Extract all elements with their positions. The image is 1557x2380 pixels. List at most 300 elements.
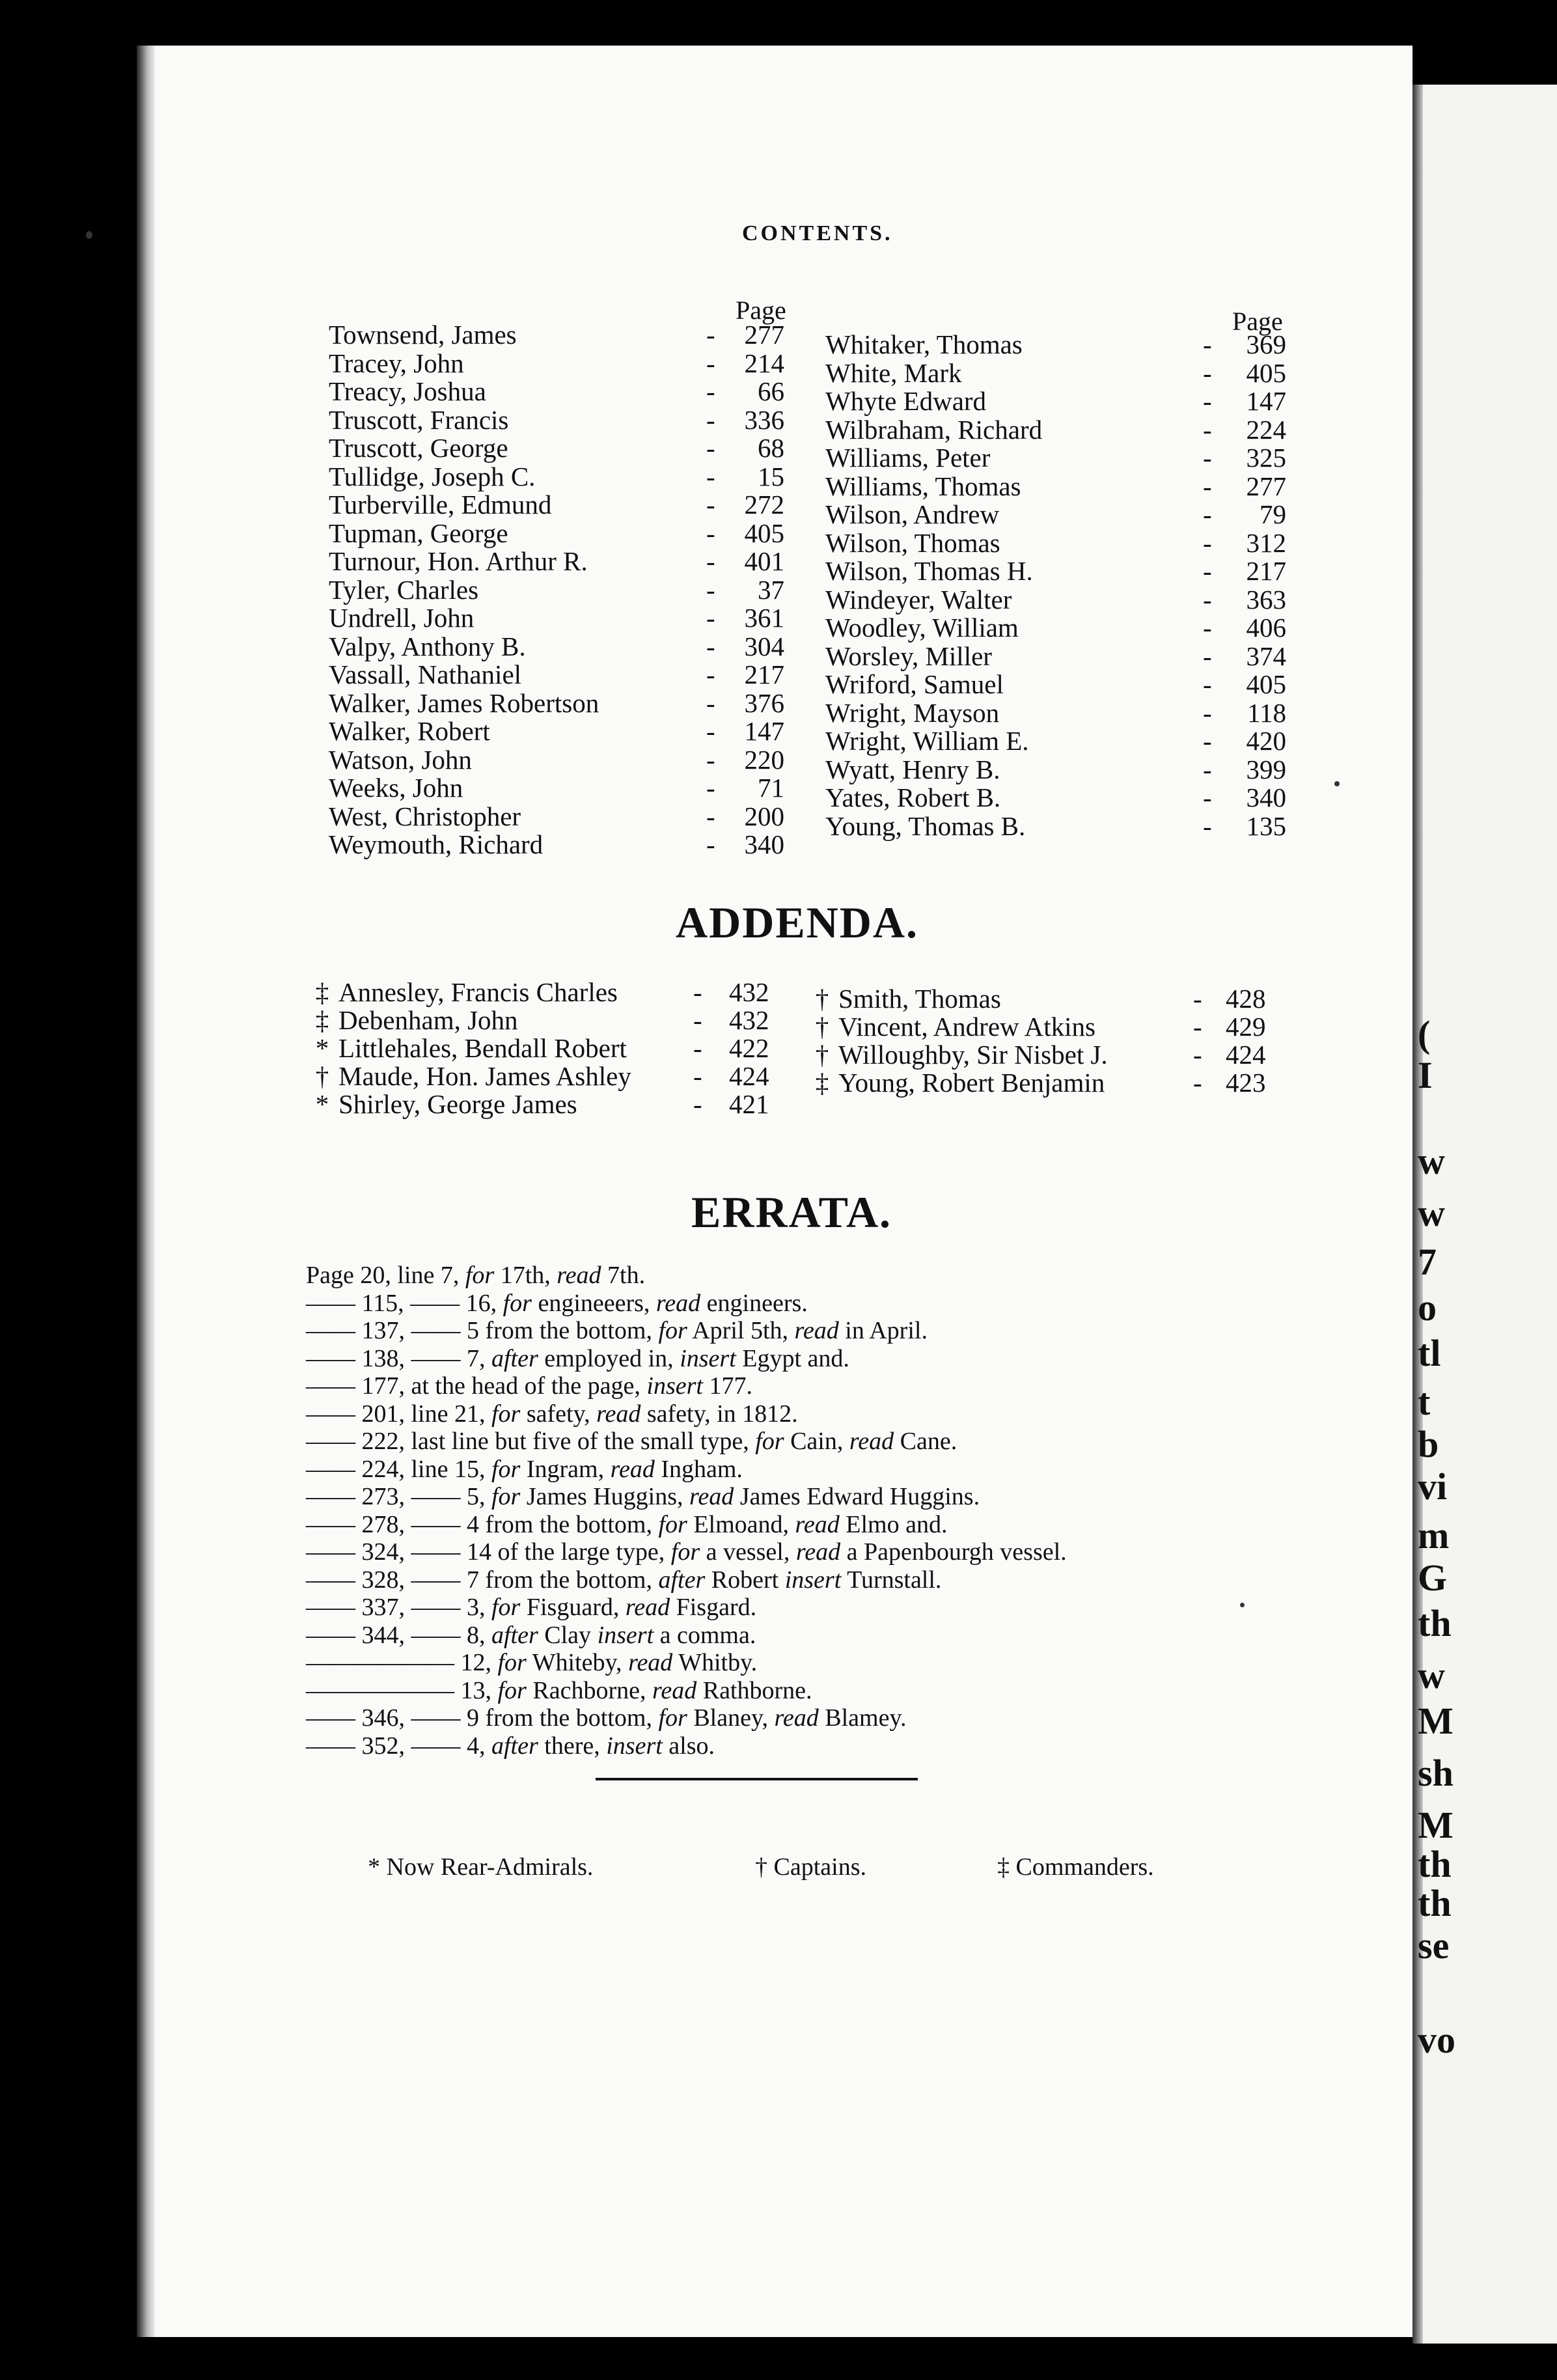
entry-name: Young, Robert Benjamin (838, 1068, 1105, 1098)
errata-action: read (795, 1538, 841, 1566)
entry-name: Weeks, John (329, 773, 463, 803)
contents-entry (329, 717, 797, 746)
errata-correction: also. (662, 1732, 715, 1760)
page-gutter (137, 46, 155, 2337)
contents-entry (329, 831, 797, 859)
contents-entry (825, 699, 1285, 728)
leader-dash: - (1203, 726, 1212, 756)
contents-entry (825, 359, 1285, 388)
adjacent-page-fragment: b (1418, 1423, 1439, 1465)
leader-dash: - (1193, 1040, 1202, 1070)
contents-entry (825, 671, 1285, 699)
adjacent-page-fragment: ( (1418, 1013, 1431, 1055)
rank-mark: † (815, 984, 829, 1014)
entry-name: Tracey, John (329, 348, 464, 378)
entry-page: 217 (744, 659, 784, 689)
leader-dash: - (706, 404, 715, 435)
contents-entry (329, 746, 797, 775)
footnote-captains: † Captains. (755, 1853, 866, 1881)
adjacent-page-fragment: m (1418, 1514, 1450, 1557)
contents-entry (329, 491, 797, 519)
rank-mark: * (315, 1089, 329, 1119)
errata-original: Elmoand, (687, 1510, 795, 1538)
entry-page: 336 (744, 404, 784, 435)
entry-page: 147 (744, 716, 784, 746)
errata-line (306, 1511, 1067, 1539)
errata-original: 177. (702, 1372, 752, 1400)
entry-name: Wyatt, Henry B. (825, 754, 1000, 784)
leader-dash: - (1203, 527, 1212, 558)
entry-page: 428 (1226, 984, 1266, 1014)
entry-page: 424 (1226, 1040, 1266, 1070)
entry-name: Walker, James Robertson (329, 687, 599, 718)
entry-name: Debenham, John (338, 1005, 518, 1035)
errata-correction: safety, in 1812. (641, 1400, 798, 1428)
errata-action: insert (597, 1621, 654, 1649)
errata-correction: a Papenbourgh vessel. (840, 1538, 1067, 1566)
adjacent-page-fragment: M (1418, 1804, 1454, 1846)
errata-correction: a comma. (654, 1621, 756, 1649)
contents-entry (329, 803, 797, 831)
entry-name: Townsend, James (329, 320, 517, 350)
adjacent-page-fragment: tl (1418, 1332, 1441, 1374)
errata-correction: Cane. (894, 1428, 958, 1455)
adjacent-page-fragment: se (1418, 1924, 1450, 1967)
entry-name: Truscott, Francis (329, 404, 509, 435)
entry-name: Young, Thomas B. (825, 810, 1026, 841)
errata-correction: Rathborne. (696, 1676, 812, 1704)
errata-location: Page 20, line 7, (306, 1262, 465, 1289)
errata-original: 17th, (494, 1262, 557, 1289)
contents-entry (825, 501, 1285, 529)
leader-dash: - (706, 829, 715, 859)
entry-name: Wriford, Samuel (825, 669, 1004, 699)
errata-original: there, (538, 1732, 607, 1760)
addenda-entry (309, 1006, 778, 1034)
leader-dash: - (1193, 1068, 1202, 1098)
entry-name: West, Christopher (329, 801, 521, 831)
entry-name: Willoughby, Sir Nisbet J. (838, 1040, 1108, 1070)
addenda-entry (309, 978, 778, 1006)
entry-page: 376 (744, 687, 784, 718)
errata-line (306, 1538, 1067, 1566)
leader-dash: - (706, 518, 715, 548)
entry-page: 399 (1246, 754, 1286, 784)
errata-action: after (491, 1344, 538, 1372)
errata-action: for (670, 1538, 700, 1566)
contents-entry (329, 463, 797, 491)
errata-line (306, 1428, 1067, 1456)
errata-line (306, 1317, 1067, 1345)
leader-dash: - (1203, 810, 1212, 841)
rank-mark: † (815, 1040, 829, 1070)
contents-entry (329, 321, 797, 350)
errata-line (306, 1262, 1067, 1290)
contents-entry (825, 387, 1285, 416)
addenda-entry (809, 1041, 1275, 1069)
contents-entry (825, 331, 1285, 359)
errata-action: for (658, 1317, 687, 1344)
leader-dash: - (1203, 613, 1212, 643)
errata-action: read (625, 1594, 670, 1621)
rank-mark: ‡ (815, 1068, 829, 1098)
footnote-commanders: ‡ Commanders. (997, 1853, 1154, 1881)
adjacent-page-fragment: th (1418, 1882, 1452, 1924)
errata-original: Ingram, (520, 1455, 611, 1483)
entry-name: Wilson, Thomas H. (825, 556, 1033, 586)
errata-title: ERRATA. (691, 1187, 892, 1237)
entry-page: 312 (1246, 527, 1286, 558)
adjacent-page-fragment: w (1418, 1140, 1445, 1182)
errata-location: —— 137, —— 5 from the bottom, (306, 1317, 659, 1344)
addenda-left-column (309, 978, 778, 1118)
entry-name: Smith, Thomas (838, 984, 1001, 1014)
errata-location: —— 224, line 15, (306, 1455, 491, 1483)
entry-page: 15 (758, 461, 784, 491)
errata-action: for (491, 1483, 521, 1510)
errata-action: read (689, 1483, 734, 1510)
errata-location: —————— 12, (306, 1649, 498, 1676)
contents-entry (825, 643, 1285, 671)
ink-speck (1240, 1603, 1245, 1607)
entry-name: Wilson, Andrew (825, 499, 1000, 529)
errata-location: —— 324, —— 14 of the large type, (306, 1538, 671, 1566)
entry-page: 405 (1246, 357, 1286, 388)
errata-action: read (557, 1262, 601, 1289)
entry-name: Shirley, George James (338, 1089, 577, 1119)
entry-page: 374 (1246, 641, 1286, 671)
page-header: CONTENTS. (742, 221, 893, 245)
adjacent-page-fragment: vo (1418, 2019, 1455, 2061)
leader-dash: - (1203, 556, 1212, 586)
leader-dash: - (1203, 641, 1212, 671)
contents-entry (329, 689, 797, 718)
rank-mark: ‡ (315, 977, 329, 1007)
errata-original: Whiteby, (526, 1649, 629, 1676)
errata-action: for (755, 1428, 784, 1455)
errata-action: insert (680, 1344, 736, 1372)
adjacent-page-fragment: sh (1418, 1752, 1454, 1794)
leader-dash: - (1203, 669, 1212, 699)
entry-name: Williams, Peter (825, 443, 991, 473)
errata-correction: Elmo and. (839, 1510, 948, 1538)
errata-action: read (849, 1428, 894, 1455)
footnote-rear-admirals: * Now Rear-Admirals. (368, 1853, 594, 1881)
leader-dash: - (706, 490, 715, 519)
leader-dash: - (706, 801, 715, 831)
errata-action: read (610, 1455, 655, 1483)
adjacent-page-fragment: w (1418, 1192, 1445, 1234)
entry-page: 423 (1226, 1068, 1266, 1098)
leader-dash: - (1203, 782, 1212, 812)
addenda-right-column (809, 985, 1275, 1097)
contents-entry (825, 444, 1285, 473)
leader-dash: - (1203, 386, 1212, 416)
leader-dash: - (693, 1033, 702, 1063)
entry-name: Turnour, Hon. Arthur R. (329, 546, 588, 576)
entry-name: Truscott, George (329, 433, 508, 463)
errata-original: Fisguard, (520, 1594, 626, 1621)
entry-name: Whyte Edward (825, 386, 987, 416)
contents-entry (329, 633, 797, 661)
adjacent-page-fragment: G (1418, 1557, 1448, 1599)
errata-action: for (465, 1262, 495, 1289)
errata-correction: engineers. (700, 1289, 808, 1317)
errata-action: insert (784, 1566, 842, 1594)
entry-name: Windeyer, Walter (825, 584, 1012, 615)
rank-mark: † (815, 1012, 829, 1042)
leader-dash: - (706, 461, 715, 491)
contents-entry (825, 416, 1285, 445)
entry-name: Williams, Thomas (825, 471, 1021, 501)
entry-name: Tullidge, Joseph C. (329, 461, 536, 491)
adjacent-page-fragment: vi (1418, 1465, 1448, 1508)
contents-entry (329, 661, 797, 689)
entry-name: Whitaker, Thomas (825, 329, 1023, 359)
entry-name: Maude, Hon. James Ashley (338, 1061, 631, 1091)
errata-line (306, 1594, 1067, 1622)
errata-correction: 7th. (601, 1262, 646, 1289)
errata-correction: Turnstall. (841, 1566, 942, 1594)
leader-dash: - (706, 546, 715, 576)
entry-name: Tyler, Charles (329, 574, 479, 605)
contents-right-column (825, 331, 1285, 840)
contents-entry (825, 473, 1285, 501)
entry-page: 424 (729, 1061, 769, 1091)
contents-entry (329, 434, 797, 463)
entry-name: Vassall, Nathaniel (329, 659, 522, 689)
contents-left-column (329, 321, 797, 859)
adjacent-page-fragment: th (1418, 1843, 1452, 1885)
entry-page: 118 (1247, 697, 1286, 728)
errata-original: James Huggins, (520, 1483, 690, 1510)
errata-correction: Fisgard. (670, 1594, 757, 1621)
adjacent-page-fragment: o (1418, 1286, 1437, 1329)
entry-name: Wilbraham, Richard (825, 414, 1043, 445)
errata-action: read (795, 1510, 840, 1538)
errata-action: for (503, 1289, 532, 1317)
contents-entry (329, 519, 797, 548)
entry-page: 71 (758, 773, 784, 803)
entry-name: Tupman, George (329, 518, 508, 548)
leader-dash: - (706, 348, 715, 378)
errata-location: —— 222, last line but five of the small type, (306, 1428, 756, 1455)
entry-page: 37 (758, 574, 784, 605)
contents-entry (825, 614, 1285, 643)
errata-location: —— 344, —— 8, (306, 1621, 491, 1649)
errata-action: read (774, 1704, 819, 1732)
errata-original: safety, (520, 1400, 597, 1428)
leader-dash: - (1203, 443, 1212, 473)
errata-location: —— 115, —— 16, (306, 1289, 503, 1317)
errata-correction: Whitby. (672, 1649, 758, 1676)
contents-entry (825, 756, 1285, 784)
errata-original: Clay (538, 1621, 598, 1649)
adjacent-page-fragment: M (1418, 1700, 1454, 1742)
entry-name: Woodley, William (825, 613, 1019, 643)
entry-page: 420 (1246, 726, 1286, 756)
errata-location: —— 346, —— 9 from the bottom, (306, 1704, 659, 1732)
page-label-right: Page (1232, 307, 1283, 336)
entry-page: 214 (744, 348, 784, 378)
contents-entry (329, 604, 797, 633)
leader-dash: - (1203, 499, 1212, 529)
entry-page: 79 (1260, 499, 1286, 529)
contents-entry (329, 547, 797, 576)
errata-action: read (596, 1400, 641, 1428)
addenda-title: ADDENDA. (676, 898, 918, 947)
contents-entry (329, 350, 797, 378)
errata-action: for (497, 1676, 527, 1704)
leader-dash: - (706, 716, 715, 746)
entry-page: 432 (729, 977, 769, 1007)
entry-name: Weymouth, Richard (329, 829, 544, 859)
entry-page: 325 (1246, 443, 1286, 473)
addenda-entry (809, 1069, 1275, 1097)
entry-page: 422 (729, 1033, 769, 1063)
ink-speck (86, 231, 92, 239)
entry-page: 277 (744, 320, 784, 350)
errata-action: after (491, 1621, 538, 1649)
errata-action: insert (646, 1372, 703, 1400)
errata-action: insert (606, 1732, 663, 1760)
adjacent-page-fragment: w (1418, 1654, 1445, 1696)
errata-line (306, 1732, 1067, 1760)
entry-page: 272 (744, 490, 784, 519)
leader-dash: - (706, 433, 715, 463)
errata-action: for (658, 1510, 687, 1538)
addenda-entry (309, 1090, 778, 1118)
entry-name: Yates, Robert B. (825, 782, 1001, 812)
entry-page: 147 (1246, 386, 1286, 416)
entry-page: 369 (1246, 329, 1286, 359)
leader-dash: - (1203, 697, 1212, 728)
errata-original: Robert (705, 1566, 785, 1594)
errata-original: engineeers, (531, 1289, 656, 1317)
errata-original: a vessel, (700, 1538, 796, 1566)
leader-dash: - (693, 1061, 702, 1091)
errata-location: —— 278, —— 4 from the bottom, (306, 1510, 659, 1538)
errata-action: read (794, 1317, 839, 1344)
entry-page: 406 (1246, 613, 1286, 643)
leader-dash: - (706, 773, 715, 803)
entry-page: 200 (744, 801, 784, 831)
errata-action: read (655, 1289, 701, 1317)
errata-original: Blaney, (687, 1704, 775, 1732)
entry-name: Vincent, Andrew Atkins (838, 1012, 1095, 1042)
entry-page: 220 (744, 744, 784, 775)
rank-mark: * (315, 1033, 329, 1063)
entry-page: 405 (744, 518, 784, 548)
errata-line (306, 1400, 1067, 1428)
entry-page: 432 (729, 1005, 769, 1035)
entry-page: 429 (1226, 1012, 1266, 1042)
addenda-entry (309, 1034, 778, 1062)
entry-page: 363 (1246, 584, 1286, 615)
leader-dash: - (706, 320, 715, 350)
entry-page: 68 (758, 433, 784, 463)
errata-line (306, 1649, 1067, 1677)
divider-rule (596, 1778, 918, 1780)
errata-action: after (491, 1732, 538, 1760)
leader-dash: - (1203, 357, 1212, 388)
errata-correction: Ingham. (654, 1455, 743, 1483)
entry-page: 405 (1246, 669, 1286, 699)
adjacent-page-fragment: t (1418, 1381, 1431, 1423)
leader-dash: - (1203, 584, 1212, 615)
errata-correction: in April. (838, 1317, 928, 1344)
leader-dash: - (706, 603, 715, 633)
entry-name: Wilson, Thomas (825, 527, 1000, 558)
errata-original: employed in, (538, 1344, 680, 1372)
errata-location: —— 352, —— 4, (306, 1732, 491, 1760)
entry-name: Undrell, John (329, 603, 475, 633)
errata-line (306, 1622, 1067, 1650)
leader-dash: - (1203, 471, 1212, 501)
errata-correction: Blamey. (818, 1704, 907, 1732)
leader-dash: - (693, 1089, 702, 1119)
errata-location: —— 328, —— 7 from the bottom, (306, 1566, 659, 1594)
adjacent-page-fragment: 7 (1418, 1241, 1437, 1283)
errata-line (306, 1345, 1067, 1373)
contents-entry (329, 378, 797, 406)
entry-page: 340 (1246, 782, 1286, 812)
contents-entry (825, 812, 1285, 841)
leader-dash: - (1203, 329, 1212, 359)
leader-dash: - (706, 376, 715, 406)
contents-entry (825, 727, 1285, 756)
contents-entry (825, 557, 1285, 586)
leader-dash: - (706, 631, 715, 661)
leader-dash: - (1203, 414, 1212, 445)
rank-mark: † (315, 1061, 329, 1091)
contents-entry (825, 529, 1285, 558)
entry-page: 66 (758, 376, 784, 406)
entry-name: Treacy, Joshua (329, 376, 486, 406)
errata-action: read (652, 1676, 697, 1704)
entry-name: Walker, Robert (329, 716, 490, 746)
leader-dash: - (1193, 1012, 1202, 1042)
entry-name: Turberville, Edmund (329, 490, 552, 519)
entry-page: 421 (729, 1089, 769, 1119)
leader-dash: - (706, 659, 715, 689)
errata-line (306, 1290, 1067, 1318)
errata-line (306, 1677, 1067, 1705)
errata-action: for (658, 1704, 687, 1732)
errata-correction: James Edward Huggins. (734, 1483, 980, 1510)
entry-page: 340 (744, 829, 784, 859)
entry-name: White, Mark (825, 357, 962, 388)
errata-location: —— 201, line 21, (306, 1400, 491, 1428)
errata-line (306, 1456, 1067, 1484)
entry-page: 401 (744, 546, 784, 576)
errata-action: for (491, 1400, 521, 1428)
entry-page: 224 (1246, 414, 1286, 445)
errata-original: Rachborne, (526, 1676, 652, 1704)
errata-location: —— 177, at the head of the page, (306, 1372, 647, 1400)
errata-line (306, 1483, 1067, 1511)
addenda-entry (809, 1013, 1275, 1041)
leader-dash: - (693, 1005, 702, 1035)
leader-dash: - (1193, 984, 1202, 1014)
leader-dash: - (706, 687, 715, 718)
errata-location: —— 337, —— 3, (306, 1594, 491, 1621)
entry-page: 217 (1246, 556, 1286, 586)
contents-entry (329, 576, 797, 605)
addenda-entry (809, 985, 1275, 1013)
entry-page: 304 (744, 631, 784, 661)
errata-location: —————— 13, (306, 1676, 498, 1704)
